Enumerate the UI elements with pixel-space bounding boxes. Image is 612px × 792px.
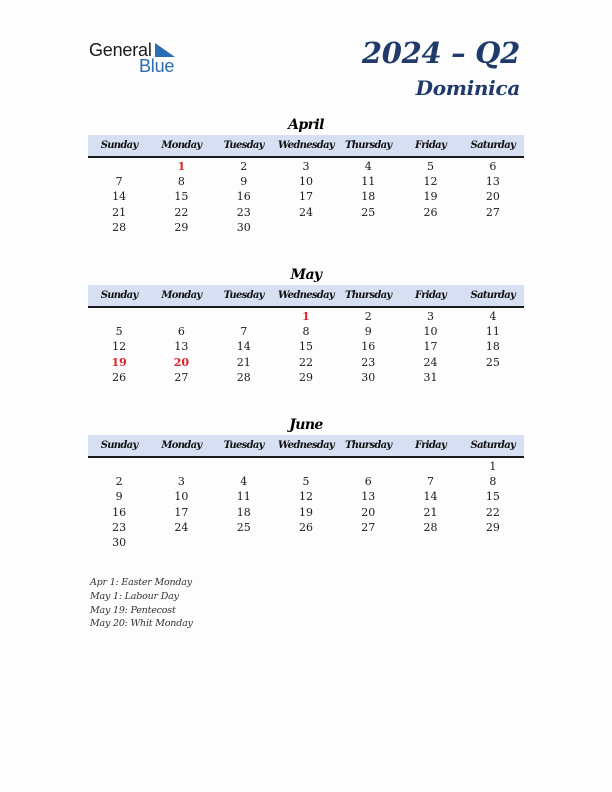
day-cell: 1 bbox=[302, 310, 310, 323]
day-cell: 3 bbox=[427, 310, 435, 323]
weekday-label: Saturday bbox=[470, 440, 516, 451]
day-cell bbox=[213, 309, 275, 324]
day-cell: 24 bbox=[174, 520, 189, 534]
day-cell: 8 bbox=[177, 175, 185, 189]
day-cell: 21 bbox=[236, 355, 251, 369]
month-april bbox=[88, 116, 524, 235]
day-cell: 16 bbox=[112, 505, 127, 519]
day-cell: 13 bbox=[361, 490, 376, 504]
day-cell: 10 bbox=[174, 490, 189, 504]
week-row bbox=[88, 474, 524, 489]
weekday-label: Tuesday bbox=[223, 440, 264, 451]
day-cell bbox=[337, 535, 399, 550]
day-cell: 22 bbox=[174, 205, 189, 219]
day-cell: 6 bbox=[177, 325, 185, 339]
day-cell bbox=[150, 459, 212, 474]
day-cell bbox=[399, 459, 461, 474]
day-cell bbox=[399, 220, 461, 235]
day-cell: 10 bbox=[298, 175, 313, 189]
day-cell: 14 bbox=[423, 490, 438, 504]
day-cell: 16 bbox=[361, 340, 376, 354]
day-cell: 23 bbox=[236, 205, 251, 219]
week-row bbox=[88, 189, 524, 204]
day-cell: 18 bbox=[236, 505, 251, 519]
day-cell: 18 bbox=[485, 340, 500, 354]
day-cell: 30 bbox=[361, 370, 376, 384]
day-cell bbox=[337, 459, 399, 474]
day-cell: 28 bbox=[112, 220, 127, 234]
week-row bbox=[88, 324, 524, 339]
day-cell: 28 bbox=[423, 520, 438, 534]
weekday-label: Tuesday bbox=[223, 140, 264, 151]
day-cell bbox=[275, 220, 337, 235]
week-row bbox=[88, 505, 524, 520]
day-cell: 26 bbox=[112, 370, 127, 384]
weekday-label: Sunday bbox=[100, 440, 138, 451]
week-row bbox=[88, 339, 524, 354]
day-cell: 17 bbox=[298, 190, 313, 204]
day-cell bbox=[337, 220, 399, 235]
day-cell: 9 bbox=[115, 490, 123, 504]
day-cell: 6 bbox=[364, 475, 372, 489]
day-cell: 23 bbox=[112, 520, 127, 534]
week-row bbox=[88, 309, 524, 324]
weekday-label: Thursday bbox=[344, 290, 392, 301]
day-cell: 1 bbox=[489, 460, 497, 473]
day-cell: 27 bbox=[361, 520, 376, 534]
month-june bbox=[88, 416, 524, 550]
day-cell: 27 bbox=[485, 205, 500, 219]
weekday-label: Monday bbox=[161, 440, 202, 451]
day-cell: 25 bbox=[485, 355, 500, 369]
day-cell: 4 bbox=[240, 475, 248, 489]
day-cell: 31 bbox=[423, 370, 438, 384]
week-row bbox=[88, 370, 524, 385]
weekday-label: Thursday bbox=[344, 140, 392, 151]
weekday-label: Thursday bbox=[344, 440, 392, 451]
day-cell: 5 bbox=[302, 475, 310, 489]
weekday-label: Saturday bbox=[470, 290, 516, 301]
day-cell: 7 bbox=[115, 175, 123, 189]
day-cell: 22 bbox=[298, 355, 313, 369]
day-cell: 3 bbox=[302, 160, 310, 173]
weekday-label: Friday bbox=[415, 440, 447, 451]
week-row bbox=[88, 535, 524, 550]
week-row bbox=[88, 159, 524, 174]
day-cell: 15 bbox=[174, 190, 189, 204]
day-cell: 19 bbox=[423, 190, 438, 204]
day-cell: 30 bbox=[236, 220, 251, 234]
day-cell bbox=[462, 535, 524, 550]
weeks-grid bbox=[88, 158, 524, 235]
day-cell: 26 bbox=[298, 520, 313, 534]
month-title: June bbox=[289, 417, 323, 433]
day-cell: 7 bbox=[427, 475, 435, 489]
day-cell: 28 bbox=[236, 370, 251, 384]
day-cell: 24 bbox=[298, 205, 313, 219]
day-cell bbox=[150, 309, 212, 324]
day-cell: 15 bbox=[298, 340, 313, 354]
day-cell: 9 bbox=[240, 175, 248, 189]
week-row bbox=[88, 220, 524, 235]
weekday-label: Sunday bbox=[100, 140, 138, 151]
day-cell: 7 bbox=[240, 325, 248, 339]
day-cell: 8 bbox=[302, 325, 310, 339]
week-row bbox=[88, 205, 524, 220]
day-cell: 2 bbox=[115, 475, 123, 489]
weeks-grid bbox=[88, 308, 524, 385]
weekday-label: Sunday bbox=[100, 290, 138, 301]
day-cell bbox=[213, 459, 275, 474]
holiday-note: May 1: Labour Day bbox=[90, 590, 179, 602]
day-cell bbox=[462, 370, 524, 385]
day-cell bbox=[462, 220, 524, 235]
page-title: 2024 – Q2 bbox=[361, 36, 520, 70]
day-cell: 6 bbox=[489, 160, 497, 173]
week-row bbox=[88, 459, 524, 474]
day-cell: 17 bbox=[423, 340, 438, 354]
weekday-label: Wednesday bbox=[277, 290, 334, 301]
day-cell: 15 bbox=[485, 490, 500, 504]
weekday-label: Tuesday bbox=[223, 290, 264, 301]
day-cell: 25 bbox=[361, 205, 376, 219]
day-cell: 19 bbox=[111, 355, 127, 369]
day-cell: 12 bbox=[423, 175, 438, 189]
country-name: Dominica bbox=[415, 76, 520, 100]
day-cell: 11 bbox=[361, 175, 376, 189]
week-row bbox=[88, 520, 524, 535]
brand-logo bbox=[89, 40, 189, 76]
day-cell bbox=[150, 535, 212, 550]
logo-triangle-icon bbox=[155, 43, 175, 57]
day-cell: 20 bbox=[361, 505, 376, 519]
day-cell bbox=[275, 535, 337, 550]
day-cell: 24 bbox=[423, 355, 438, 369]
day-cell: 8 bbox=[489, 475, 497, 489]
day-cell: 1 bbox=[177, 160, 186, 173]
month-may bbox=[88, 266, 524, 385]
week-row bbox=[88, 174, 524, 189]
weekday-label: Wednesday bbox=[277, 440, 334, 451]
day-cell: 5 bbox=[427, 160, 435, 173]
day-cell: 13 bbox=[485, 175, 500, 189]
weekday-header-row bbox=[88, 135, 524, 158]
day-cell bbox=[399, 535, 461, 550]
day-cell: 3 bbox=[177, 475, 185, 489]
day-cell: 12 bbox=[112, 340, 127, 354]
weekday-label: Saturday bbox=[470, 140, 516, 151]
weekday-label: Friday bbox=[415, 140, 447, 151]
day-cell: 22 bbox=[485, 505, 500, 519]
day-cell: 13 bbox=[174, 340, 189, 354]
day-cell: 2 bbox=[240, 160, 248, 173]
month-title: May bbox=[290, 267, 322, 283]
holiday-note: Apr 1: Easter Monday bbox=[90, 577, 192, 588]
day-cell: 25 bbox=[236, 520, 251, 534]
day-cell: 29 bbox=[485, 520, 500, 534]
day-cell bbox=[88, 159, 150, 174]
week-row bbox=[88, 355, 524, 370]
logo-word-blue: Blue bbox=[139, 56, 175, 76]
week-row bbox=[88, 489, 524, 504]
day-cell: 29 bbox=[298, 370, 313, 384]
holiday-note: May 20: Whit Monday bbox=[90, 618, 193, 630]
day-cell: 29 bbox=[174, 220, 189, 234]
weekday-label: Wednesday bbox=[277, 140, 334, 151]
day-cell: 18 bbox=[361, 190, 376, 204]
day-cell: 23 bbox=[361, 355, 376, 369]
day-cell bbox=[88, 459, 150, 474]
weeks-grid bbox=[88, 458, 524, 550]
weekday-label: Monday bbox=[161, 290, 202, 301]
day-cell: 12 bbox=[298, 490, 313, 504]
day-cell: 16 bbox=[236, 190, 251, 204]
day-cell: 27 bbox=[174, 370, 189, 384]
logo-word-general: General bbox=[89, 40, 152, 60]
day-cell: 21 bbox=[423, 505, 438, 519]
day-cell: 2 bbox=[364, 310, 372, 323]
day-cell: 20 bbox=[485, 190, 500, 204]
day-cell: 20 bbox=[173, 355, 190, 369]
weekday-header-row bbox=[88, 285, 524, 308]
day-cell: 9 bbox=[364, 325, 372, 339]
day-cell: 14 bbox=[112, 190, 127, 204]
holiday-notes bbox=[90, 576, 193, 631]
day-cell: 11 bbox=[236, 490, 251, 504]
day-cell: 4 bbox=[489, 310, 497, 323]
day-cell bbox=[275, 459, 337, 474]
day-cell: 10 bbox=[423, 325, 438, 339]
weekday-label: Friday bbox=[415, 290, 447, 301]
day-cell: 11 bbox=[485, 325, 500, 339]
day-cell: 19 bbox=[298, 505, 313, 519]
day-cell bbox=[88, 309, 150, 324]
day-cell: 17 bbox=[174, 505, 189, 519]
weekday-header-row bbox=[88, 435, 524, 458]
day-cell: 30 bbox=[112, 535, 127, 549]
day-cell bbox=[213, 535, 275, 550]
day-cell: 21 bbox=[112, 205, 127, 219]
day-cell: 4 bbox=[364, 160, 372, 173]
day-cell: 5 bbox=[115, 325, 123, 339]
day-cell: 14 bbox=[236, 340, 251, 354]
holiday-note: May 19: Pentecost bbox=[90, 604, 176, 616]
month-title: April bbox=[288, 117, 324, 133]
day-cell: 26 bbox=[423, 205, 438, 219]
weekday-label: Monday bbox=[161, 140, 202, 151]
